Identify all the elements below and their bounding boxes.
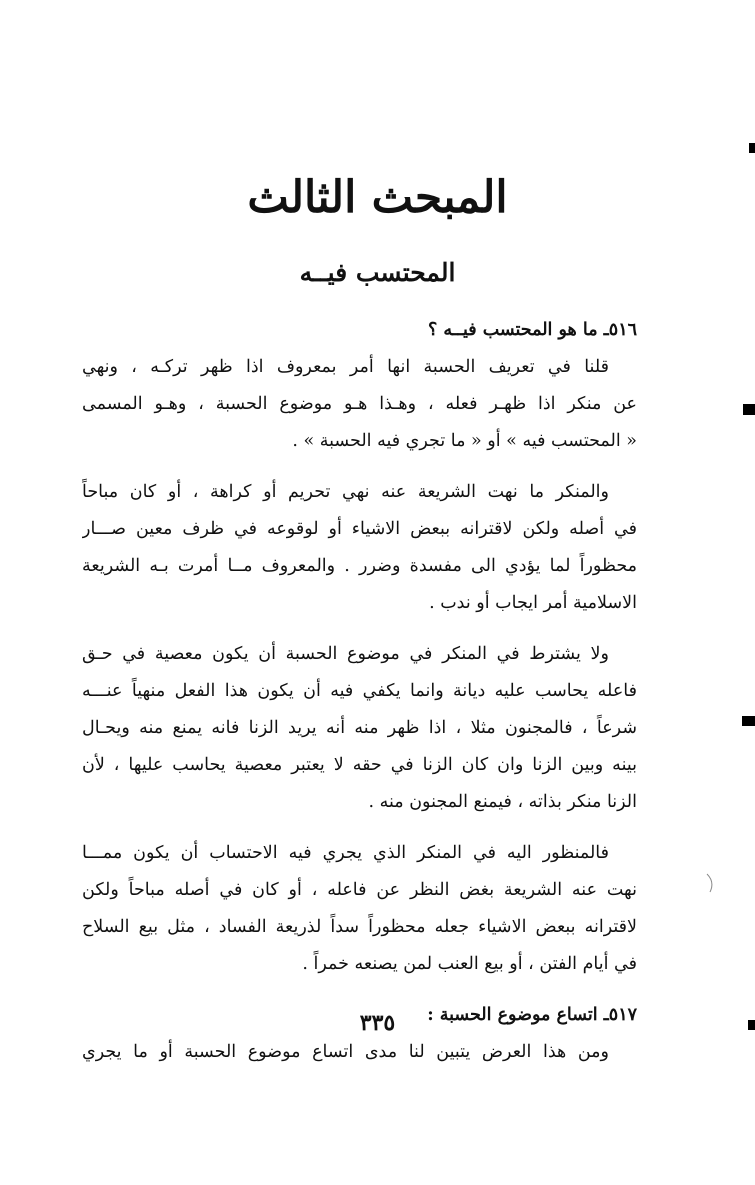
- paragraph: [82, 636, 637, 821]
- scan-edge-mark: [743, 404, 755, 415]
- text-line: والمنكر ما نهت الشريعة عنه نهي تحريم أو كراهة ، أو كان مباحاً: [82, 482, 609, 502]
- text-line: نهت عنه الشريعة بغض النظر عن فاعله ، أو كان في أصله مباحاً ولكن: [82, 880, 637, 900]
- scan-edge-mark: [749, 143, 755, 153]
- text-line: الزنا منكر بذاته ، فيمنع المجنون منه .: [368, 792, 637, 812]
- section-heading-516: ٥١٦ـ ما هو المحتسب فيــه ؟: [427, 320, 637, 340]
- text-line: لاقترانه ببعض الاشياء جعله محظوراً سداً لذريعة الفساد ، مثل بيع السلاح: [82, 917, 637, 937]
- text-line: فاعله يحاسب عليه ديانة وانما يكفي فيه أن يكون هذا الفعل منهياً عنـــه: [82, 681, 637, 701]
- scan-edge-mark: [742, 716, 755, 726]
- chapter-subtitle: المحتسب فيــه: [299, 258, 456, 287]
- text-line: « المحتسب فيه » أو « ما تجري فيه الحسبة » .: [292, 431, 637, 451]
- text-line: بينه وبين الزنا وان كان الزنا في حقه لا يعتبر معصية يحاسب عليها ، لأن: [82, 755, 637, 775]
- text-line: ولا يشترط في المنكر في موضوع الحسبة أن يكون معصية في حـق: [82, 644, 609, 664]
- text-line: محظوراً لما يؤدي الى مفسدة وضرر . والمعروف مــا أمرت بـه الشريعة: [82, 556, 637, 576]
- text-line: ومن هذا العرض يتبين لنا مدى اتساع موضوع الحسبة أو ما يجري: [82, 1042, 609, 1062]
- text-line: عن منكر اذا ظهـر فعله ، وهـذا هـو موضوع الحسبة ، وهـو المسمى: [82, 394, 637, 414]
- text-line: فالمنظور اليه في المنكر الذي يجري فيه الاحتساب أن يكون ممـــا: [82, 843, 609, 863]
- paragraph: [82, 1034, 637, 1071]
- text-line: في أيام الفتن ، أو بيع العنب لمن يصنعه خمراً .: [302, 954, 637, 974]
- paragraph: [82, 349, 637, 460]
- text-line: قلنا في تعريف الحسبة انها أمر بمعروف اذا ظهر تركـه ، ونهي: [82, 357, 609, 377]
- chapter-title: المبحث الثالث: [247, 172, 508, 223]
- body-text: [82, 312, 637, 1071]
- text-line: في أصله ولكن لاقترانه ببعض الاشياء أو لوقوعه في ظرف معين صـــار: [82, 519, 637, 539]
- scan-smudge-mark: [704, 872, 718, 894]
- paragraph: [82, 835, 637, 983]
- text-line: شرعاً ، فالمجنون مثلا ، اذا ظهر منه أنه يريد الزنا فانه يمنع منه ويحـال: [82, 718, 637, 738]
- text-line: الاسلامية أمر ايجاب أو ندب .: [429, 593, 637, 613]
- section-heading-517: ٥١٧ـ اتساع موضوع الحسبة :: [427, 1005, 637, 1025]
- scan-edge-mark: [748, 1020, 755, 1030]
- page-number: ٣٣٥: [359, 1010, 396, 1036]
- paragraph: [82, 474, 637, 622]
